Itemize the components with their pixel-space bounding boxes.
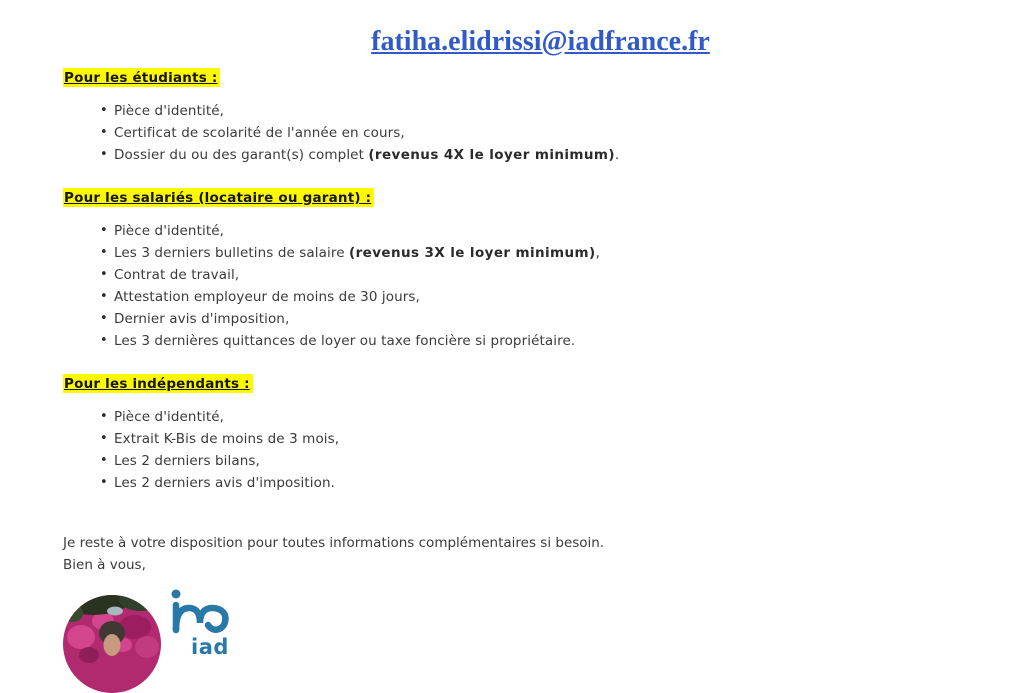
document-header [0, 0, 1025, 58]
list-item-text: Les 2 derniers avis d'imposition. [114, 475, 336, 491]
list-item [100, 100, 1025, 122]
email-link[interactable]: fatiha.elidrissi@iadfrance.fr [371, 26, 710, 57]
list-item [100, 450, 1025, 472]
closing-line-2: Bien à vous, [63, 557, 146, 573]
list-item-bold-text: (revenus 4X le loyer minimum) [368, 147, 615, 163]
list-item [100, 406, 1025, 428]
iad-logo-text: iad [191, 635, 229, 659]
list-item-text: Les 3 dernières quittances de loyer ou taxe foncière si propriétaire. [114, 333, 576, 349]
list-item-text: Dernier avis d'imposition, [114, 311, 290, 327]
list-item-text: Les 2 derniers bilans, [114, 453, 260, 469]
document-body [63, 58, 1025, 576]
list-item-text: Les 3 derniers bulletins de salaire [114, 245, 350, 261]
list-item-text: Certificat de scolarité de l'année en cours, [114, 125, 405, 141]
section [63, 58, 1025, 166]
list-item [100, 472, 1025, 494]
closing-text [63, 532, 1025, 576]
list-item [100, 122, 1025, 144]
list-item-text: Pièce d'identité, [114, 103, 225, 119]
list-item-text: . [614, 147, 620, 163]
section [63, 168, 1025, 352]
section-heading: Pour les étudiants : [63, 68, 220, 87]
list-item-text: Extrait K-Bis de moins de 3 mois, [114, 431, 340, 447]
bullet-list [63, 100, 1025, 166]
section-heading: Pour les salariés (locataire ou garant) : [63, 188, 374, 207]
list-item-text: Pièce d'identité, [114, 223, 225, 239]
closing-line-1: Je reste à votre disposition pour toutes informations complémentaires si besoin. [63, 535, 605, 551]
avatar [63, 595, 161, 693]
section-heading: Pour les indépendants : [63, 374, 253, 393]
list-item-text: Contrat de travail, [114, 267, 240, 283]
list-item-bold-text: (revenus 3X le loyer minimum) [349, 245, 596, 261]
list-item-text: Attestation employeur de moins de 30 jours, [114, 289, 420, 305]
list-item [100, 220, 1025, 242]
list-item-text: Dossier du ou des garant(s) complet [114, 147, 369, 163]
bullet-list [63, 406, 1025, 494]
list-item [100, 428, 1025, 450]
iad-logo-icon [169, 587, 233, 637]
iad-logo [169, 587, 233, 659]
list-item [100, 264, 1025, 286]
list-item-text: Pièce d'identité, [114, 409, 225, 425]
list-item [100, 330, 1025, 352]
list-item [100, 144, 1025, 166]
list-item-text: , [595, 245, 600, 261]
list-item [100, 308, 1025, 330]
section [63, 354, 1025, 494]
avatar-photo-image [63, 595, 161, 693]
list-item [100, 242, 1025, 264]
list-item [100, 286, 1025, 308]
bullet-list [63, 220, 1025, 352]
sections [63, 58, 1025, 494]
signature [63, 595, 233, 693]
